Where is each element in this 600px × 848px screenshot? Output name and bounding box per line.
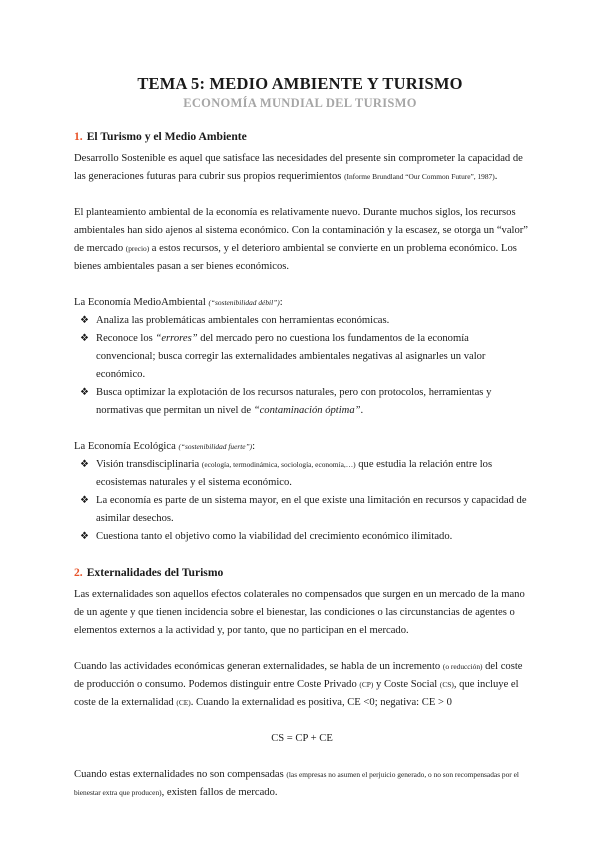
paragraph-text: El planteamiento ambiental de la economía es relativamente nuevo. Durante muchos siglos, los recursos ambientales han sido ajenos al sistema económico. Con la contaminación y la escasez, se otorga un “valor” de mercado bbox=[74, 207, 529, 254]
paragraph-text: y Coste Social bbox=[373, 679, 440, 690]
emphasis-text: “errores” bbox=[155, 333, 198, 344]
inline-note: (CE) bbox=[176, 698, 191, 707]
diamond-bullet-icon: ❖ bbox=[80, 387, 89, 398]
inline-note: (las empresas no asumen el perjuicio generado, o no son recompensadas por el bienestar extra que producen) bbox=[74, 770, 519, 797]
section-number: 2. bbox=[74, 566, 83, 579]
section-title: Externalidades del Turismo bbox=[86, 566, 224, 579]
list-item-text: . bbox=[360, 405, 364, 416]
paragraph bbox=[74, 150, 530, 186]
diamond-bullet-icon: ❖ bbox=[80, 333, 89, 344]
inline-note: (“sostenibilidad débil”) bbox=[208, 298, 280, 307]
paragraph-text: a estos recursos, y el deterioro ambiental se convierte en un problema económico. Los bienes ambientales pasan a ser bienes económicos. bbox=[74, 243, 517, 272]
paragraph-text: del coste de producción o consumo. Podemos distinguir entre Coste Privado bbox=[74, 661, 523, 690]
bullet-list bbox=[74, 312, 530, 420]
list-item-text: Analiza las problemáticas ambientales con herramientas económicas. bbox=[96, 315, 390, 326]
cost-formula: CS = CP + CE bbox=[271, 733, 333, 744]
emphasis-text: “contaminación óptima” bbox=[253, 405, 361, 416]
inline-note: (o reducción) bbox=[442, 662, 483, 671]
citation-note: (Informe Brundland “Our Common Future”, 1987) bbox=[344, 172, 495, 181]
list-item-text: Visión transdisciplinaria bbox=[96, 459, 202, 470]
list-intro bbox=[74, 438, 530, 456]
list-item bbox=[74, 528, 530, 546]
inline-note: (ecología, termodinámica, sociología, economía,…) bbox=[201, 460, 356, 469]
section-1-heading bbox=[74, 128, 530, 146]
inline-note: (“sostenibilidad fuerte”) bbox=[178, 442, 253, 451]
paragraph-text: . bbox=[494, 171, 498, 182]
list-intro-text: La Economía Ecológica bbox=[74, 441, 179, 452]
section-title: El Turismo y el Medio Ambiente bbox=[86, 130, 247, 143]
diamond-bullet-icon: ❖ bbox=[80, 495, 89, 506]
list-item-text: Reconoce los bbox=[96, 333, 156, 344]
document-body bbox=[74, 128, 530, 802]
diamond-bullet-icon: ❖ bbox=[80, 459, 89, 470]
inline-note: (CP) bbox=[359, 680, 374, 689]
paragraph bbox=[74, 204, 530, 276]
list-intro bbox=[74, 294, 530, 312]
list-item-text: Busca optimizar la explotación de los recursos naturales, pero con protocolos, herramientas y normativas que permitan un nivel de bbox=[96, 387, 492, 416]
bullet-list bbox=[74, 456, 530, 546]
inline-note: (precio) bbox=[125, 244, 150, 253]
list-item bbox=[74, 312, 530, 330]
paragraph bbox=[74, 658, 530, 712]
paragraph-text: , existen fallos de mercado. bbox=[161, 787, 278, 798]
paragraph-text: . Cuando la externalidad es positiva, CE <0; negativa: CE > 0 bbox=[190, 697, 452, 708]
paragraph: Las externalidades son aquellos efectos colaterales no compensados que surgen en un mercado de la mano de un agente y que tienen incidencia sobre el bienestar, las condiciones o las circunstancias de agentes o elementos externos a la actividad y, por tanto, que no participan en el mercado. bbox=[74, 589, 525, 636]
diamond-bullet-icon: ❖ bbox=[80, 315, 89, 326]
list-item bbox=[74, 384, 530, 420]
list-item bbox=[74, 330, 530, 384]
page-title: TEMA 5: MEDIO AMBIENTE Y TURISMO bbox=[137, 74, 463, 93]
section-2-heading bbox=[74, 564, 530, 582]
list-item bbox=[74, 492, 530, 528]
list-item-text: que estudia la relación entre los ecosistemas naturales y el sistema económico. bbox=[96, 459, 493, 488]
page-subtitle: ECONOMÍA MUNDIAL DEL TURISMO bbox=[183, 96, 417, 110]
list-intro-text: : bbox=[252, 441, 256, 452]
paragraph-text: Desarrollo Sostenible es aquel que satisface las necesidades del presente sin comprometer la capacidad de las generaciones futuras para cubrir sus propios requerimientos bbox=[74, 153, 523, 182]
section-number: 1. bbox=[74, 130, 83, 143]
list-intro-text: La Economía MedioAmbiental bbox=[74, 297, 209, 308]
paragraph bbox=[74, 766, 530, 802]
diamond-bullet-icon: ❖ bbox=[80, 531, 89, 542]
inline-note: (CS) bbox=[439, 680, 454, 689]
list-item-text: Cuestiona tanto el objetivo como la viabilidad del crecimiento económico ilimitado. bbox=[96, 531, 453, 542]
list-intro-text: : bbox=[279, 297, 283, 308]
paragraph-text: Cuando las actividades económicas generan externalidades, se habla de un incremento bbox=[74, 661, 443, 672]
paragraph-text: Cuando estas externalidades no son compensadas bbox=[74, 769, 287, 780]
list-item-text: La economía es parte de un sistema mayor, en el que existe una limitación en recursos y capacidad de asimilar desechos. bbox=[96, 495, 527, 524]
list-item-text: del mercado pero no cuestiona los fundamentos de la economía convencional; busca corregir las externalidades ambientales negativas al asignarles un valor económico. bbox=[96, 333, 486, 380]
paragraph-text: , que incluye el coste de la externalidad bbox=[74, 679, 519, 708]
list-item bbox=[74, 456, 530, 492]
